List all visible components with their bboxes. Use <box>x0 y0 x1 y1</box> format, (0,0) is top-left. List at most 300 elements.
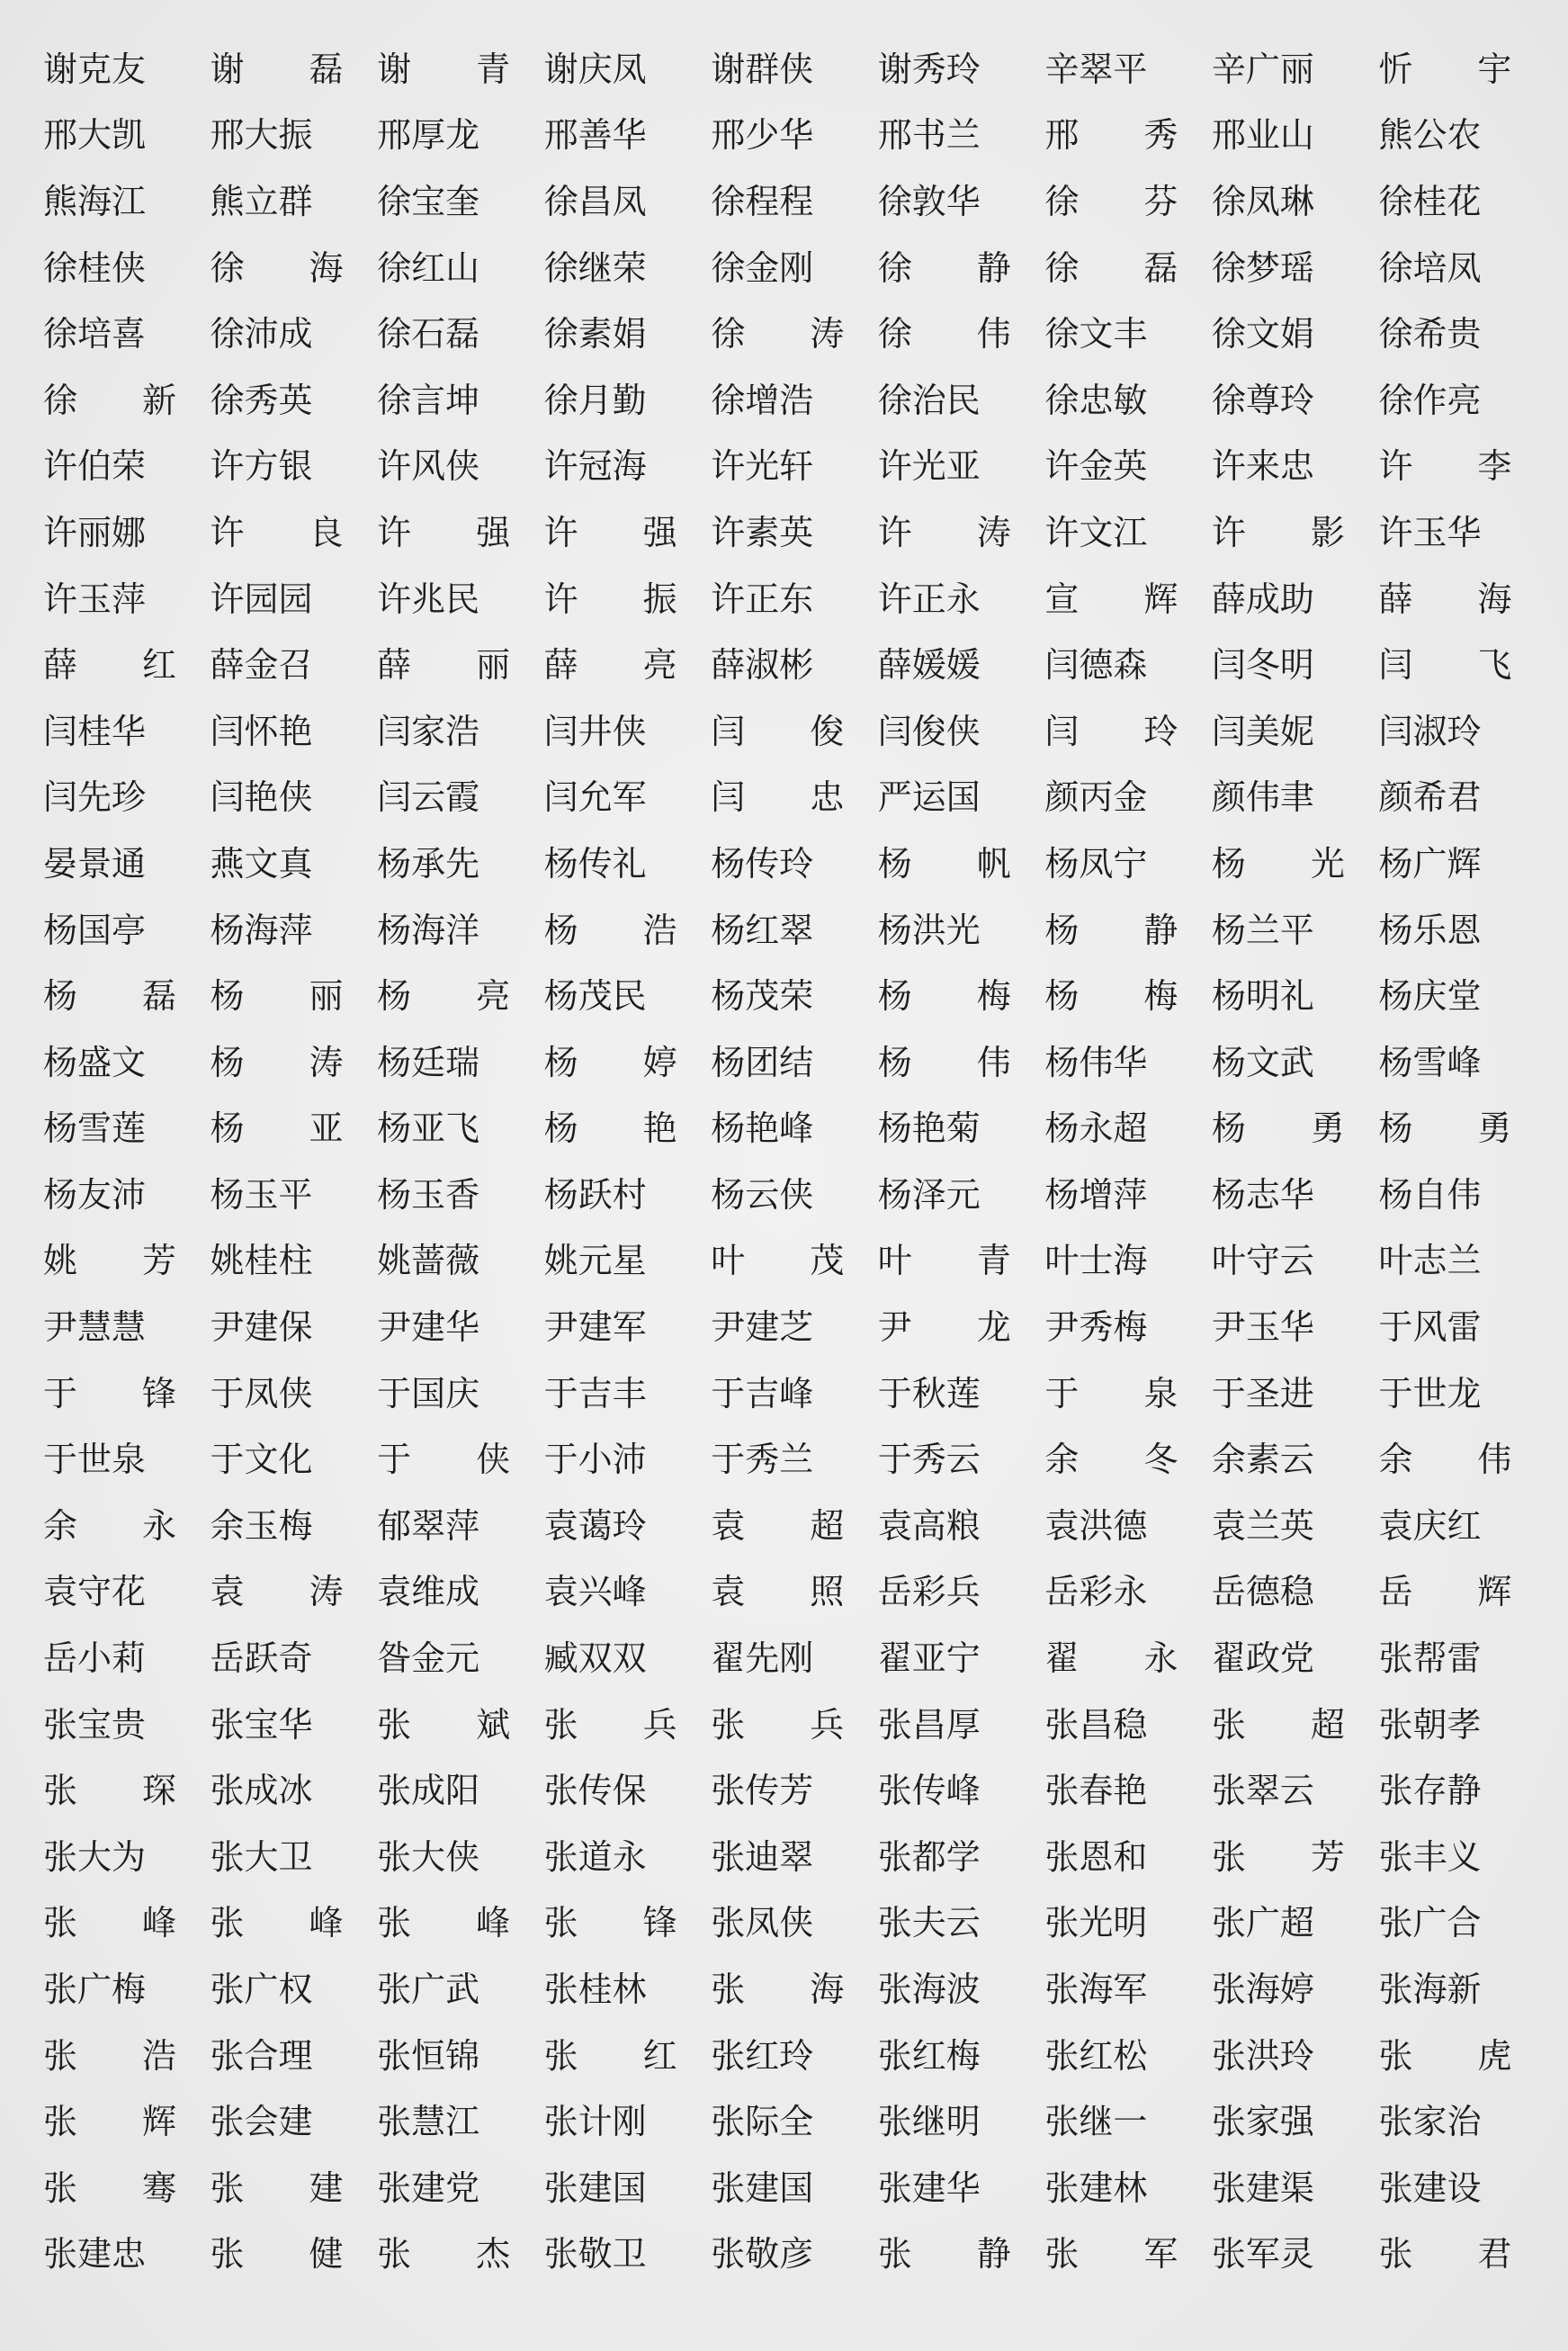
name-text: 杨传玲 <box>711 843 814 884</box>
name-text: 杨 涛 <box>210 1042 344 1082</box>
name-cell <box>38 1360 205 1427</box>
name-cell <box>705 434 873 500</box>
name-cell <box>539 2023 706 2089</box>
name-text: 张 君 <box>1378 2234 1512 2275</box>
name-cell <box>1373 1493 1540 1559</box>
name-text: 徐培凤 <box>1378 247 1482 288</box>
name-cell <box>372 301 539 367</box>
name-text: 闫井侠 <box>543 711 647 751</box>
name-text: 翟 永 <box>1044 1638 1178 1679</box>
name-cell <box>1373 434 1540 500</box>
name-text: 杨 梅 <box>877 976 1011 1017</box>
name-cell <box>38 698 205 765</box>
name-text: 余素云 <box>1211 1440 1314 1480</box>
name-cell <box>1373 367 1540 434</box>
name-cell <box>205 1691 372 1758</box>
name-cell <box>873 2155 1040 2221</box>
name-text: 张家强 <box>1211 2102 1314 2142</box>
name-text: 徐希贵 <box>1378 314 1482 354</box>
name-cell <box>539 1757 706 1824</box>
name-text: 闫艳侠 <box>210 777 313 818</box>
name-cell <box>539 830 706 897</box>
name-cell <box>38 1493 205 1559</box>
name-cell <box>205 1029 372 1096</box>
name-cell <box>1373 1956 1540 2023</box>
name-cell <box>539 1691 706 1758</box>
name-text: 谢庆凤 <box>543 49 647 89</box>
name-cell <box>1373 1294 1540 1360</box>
name-text: 杨 勇 <box>1211 1108 1345 1149</box>
name-cell <box>205 1096 372 1162</box>
name-text: 张传峰 <box>877 1771 981 1811</box>
name-text: 张 兵 <box>711 1704 845 1745</box>
name-text: 岳小莉 <box>43 1638 147 1679</box>
name-cell <box>705 765 873 831</box>
name-text: 于风雷 <box>1378 1307 1482 1348</box>
name-cell <box>705 1824 873 1890</box>
name-cell <box>372 499 539 566</box>
name-text: 杨 浩 <box>543 910 677 950</box>
name-text: 许冠海 <box>543 446 647 487</box>
name-text: 于秀兰 <box>711 1440 814 1480</box>
name-text: 张 辉 <box>43 2102 176 2142</box>
name-cell <box>205 2088 372 2155</box>
name-cell <box>873 830 1040 897</box>
name-cell <box>38 897 205 964</box>
name-cell <box>705 698 873 765</box>
name-text: 姚 芳 <box>43 1241 176 1281</box>
name-cell <box>1373 301 1540 367</box>
name-cell <box>705 168 873 235</box>
name-cell <box>539 1890 706 1957</box>
name-text: 许正永 <box>877 579 981 619</box>
name-cell <box>539 1162 706 1228</box>
name-cell <box>1206 1559 1374 1626</box>
name-cell <box>1373 1426 1540 1493</box>
name-cell <box>1206 1824 1374 1890</box>
name-text: 闫俊侠 <box>877 711 981 751</box>
name-text: 尹玉华 <box>1211 1307 1314 1348</box>
name-cell <box>205 963 372 1029</box>
name-text: 闫桂华 <box>43 711 147 751</box>
name-text: 臧双双 <box>543 1638 647 1679</box>
name-text: 张迪翠 <box>711 1836 814 1877</box>
name-text: 徐文娟 <box>1211 314 1314 354</box>
name-cell <box>372 36 539 103</box>
name-text: 杨泽元 <box>877 1174 981 1215</box>
name-text: 张合理 <box>210 2035 313 2076</box>
name-cell <box>1039 1559 1206 1626</box>
name-cell <box>372 1493 539 1559</box>
name-cell <box>1373 2221 1540 2288</box>
name-text: 杨 伟 <box>877 1042 1011 1082</box>
name-cell <box>873 301 1040 367</box>
name-text: 徐石磊 <box>377 314 480 354</box>
name-cell <box>539 1029 706 1096</box>
name-cell <box>873 897 1040 964</box>
name-text: 余玉梅 <box>210 1505 313 1546</box>
name-cell <box>705 103 873 169</box>
name-cell <box>1039 2088 1206 2155</box>
name-text: 闫云霞 <box>377 777 480 818</box>
name-cell <box>1039 830 1206 897</box>
name-text: 徐言坤 <box>377 380 480 420</box>
name-cell <box>38 434 205 500</box>
name-text: 张海婷 <box>1211 1970 1314 2010</box>
name-text: 张光明 <box>1044 1903 1148 1943</box>
name-cell <box>873 1493 1040 1559</box>
name-cell <box>372 698 539 765</box>
name-cell <box>539 1294 706 1360</box>
name-text: 杨 梅 <box>1044 976 1178 1017</box>
name-cell <box>1039 1096 1206 1162</box>
name-text: 张 芳 <box>1211 1836 1345 1877</box>
name-cell <box>539 1493 706 1559</box>
name-cell <box>705 566 873 633</box>
name-cell <box>372 235 539 301</box>
name-text: 张 红 <box>543 2035 677 2076</box>
name-cell <box>1039 2155 1206 2221</box>
name-text: 闫家浩 <box>377 711 480 751</box>
name-text: 张建林 <box>1044 2167 1148 2208</box>
name-cell <box>38 1162 205 1228</box>
name-cell <box>1373 1559 1540 1626</box>
name-cell <box>705 1757 873 1824</box>
name-text: 薛金召 <box>210 645 313 686</box>
name-text: 薛 亮 <box>543 645 677 686</box>
name-text: 杨兰平 <box>1211 910 1314 950</box>
name-cell <box>705 301 873 367</box>
name-text: 徐 涛 <box>711 314 845 354</box>
name-text: 张 虎 <box>1378 2035 1512 2076</box>
name-text: 于 侠 <box>377 1440 511 1480</box>
name-cell <box>873 434 1040 500</box>
name-text: 张敬卫 <box>543 2234 647 2275</box>
name-text: 张 峰 <box>210 1903 344 1943</box>
name-text: 袁 涛 <box>210 1572 344 1612</box>
name-text: 于世龙 <box>1378 1373 1482 1413</box>
name-text: 杨永超 <box>1044 1108 1148 1149</box>
name-text: 张朝孝 <box>1378 1704 1482 1745</box>
name-text: 徐文丰 <box>1044 314 1148 354</box>
name-cell <box>1039 499 1206 566</box>
name-text: 叶 茂 <box>711 1241 845 1281</box>
name-cell <box>1039 1162 1206 1228</box>
name-text: 杨茂荣 <box>711 976 814 1017</box>
name-cell <box>873 235 1040 301</box>
name-text: 杨云侠 <box>711 1174 814 1215</box>
name-cell <box>38 2023 205 2089</box>
name-cell <box>372 1029 539 1096</box>
name-cell <box>372 2088 539 2155</box>
name-cell <box>1373 830 1540 897</box>
name-cell <box>1206 698 1374 765</box>
name-cell <box>873 367 1040 434</box>
name-cell <box>539 103 706 169</box>
name-cell <box>205 897 372 964</box>
name-cell <box>873 36 1040 103</box>
name-text: 邢业山 <box>1211 115 1314 156</box>
name-text: 徐金刚 <box>711 247 814 288</box>
name-text: 杨 亮 <box>377 976 511 1017</box>
name-cell <box>205 1890 372 1957</box>
name-text: 杨 丽 <box>210 976 344 1017</box>
name-cell <box>38 235 205 301</box>
name-text: 张 骞 <box>43 2167 176 2208</box>
name-text: 杨艳菊 <box>877 1108 981 1149</box>
name-text: 张 峰 <box>43 1903 176 1943</box>
name-text: 于文化 <box>210 1440 313 1480</box>
name-cell <box>38 2221 205 2288</box>
name-text: 张 军 <box>1044 2234 1178 2275</box>
name-cell <box>1373 1096 1540 1162</box>
name-cell <box>205 1757 372 1824</box>
name-text: 张际全 <box>711 2102 814 2142</box>
name-text: 徐 磊 <box>1044 247 1178 288</box>
name-text: 张翠云 <box>1211 1771 1314 1811</box>
name-text: 张成冰 <box>210 1771 313 1811</box>
name-text: 徐月勤 <box>543 380 647 420</box>
name-cell <box>539 765 706 831</box>
name-cell <box>1373 1691 1540 1758</box>
name-text: 昝金元 <box>377 1638 480 1679</box>
name-text: 张都学 <box>877 1836 981 1877</box>
name-text: 薛 丽 <box>377 645 511 686</box>
name-cell <box>205 103 372 169</box>
name-cell <box>539 1426 706 1493</box>
name-cell <box>539 367 706 434</box>
name-text: 岳 辉 <box>1378 1572 1512 1612</box>
name-text: 薛媛媛 <box>877 645 981 686</box>
name-cell <box>1039 168 1206 235</box>
name-cell <box>1039 1956 1206 2023</box>
name-cell <box>1373 963 1540 1029</box>
name-text: 张洪玲 <box>1211 2035 1314 2076</box>
name-cell <box>372 1294 539 1360</box>
name-cell <box>1373 566 1540 633</box>
name-text: 张恒锦 <box>377 2035 480 2076</box>
name-text: 杨茂民 <box>543 976 647 1017</box>
name-cell <box>1206 2088 1374 2155</box>
name-text: 袁守花 <box>43 1572 147 1612</box>
name-cell <box>539 36 706 103</box>
name-text: 颜希君 <box>1378 777 1482 818</box>
name-text: 徐作亮 <box>1378 380 1482 420</box>
name-text: 闫冬明 <box>1211 645 1314 686</box>
name-text: 辛广丽 <box>1211 49 1314 89</box>
name-cell <box>873 765 1040 831</box>
name-cell <box>539 1228 706 1295</box>
name-cell <box>1206 1890 1374 1957</box>
name-cell <box>205 434 372 500</box>
name-cell <box>205 235 372 301</box>
name-cell <box>1039 765 1206 831</box>
name-cell <box>1039 367 1206 434</box>
name-text: 张凤侠 <box>711 1903 814 1943</box>
name-text: 杨明礼 <box>1211 976 1314 1017</box>
name-cell <box>38 103 205 169</box>
name-cell <box>705 1493 873 1559</box>
name-text: 杨 光 <box>1211 843 1345 884</box>
name-cell <box>1206 1096 1374 1162</box>
name-cell <box>372 1228 539 1295</box>
name-text: 杨广辉 <box>1378 843 1482 884</box>
name-text: 许玉萍 <box>43 579 147 619</box>
name-cell <box>1039 235 1206 301</box>
name-cell <box>38 1228 205 1295</box>
name-text: 于秀云 <box>877 1440 981 1480</box>
name-text: 张大卫 <box>210 1836 313 1877</box>
name-text: 闫 俊 <box>711 711 845 751</box>
name-cell <box>1039 103 1206 169</box>
name-cell <box>1206 2221 1374 2288</box>
name-cell <box>873 698 1040 765</box>
name-text: 杨承先 <box>377 843 480 884</box>
name-cell <box>873 1162 1040 1228</box>
name-text: 徐尊玲 <box>1211 380 1314 420</box>
name-text: 谢秀玲 <box>877 49 981 89</box>
name-cell <box>873 103 1040 169</box>
name-text: 徐红山 <box>377 247 480 288</box>
name-cell <box>205 1824 372 1890</box>
name-text: 张 超 <box>1211 1704 1345 1745</box>
name-text: 岳跃奇 <box>210 1638 313 1679</box>
name-text: 张建设 <box>1378 2167 1482 2208</box>
name-text: 余 冬 <box>1044 1440 1178 1480</box>
name-cell <box>1373 632 1540 698</box>
name-cell <box>205 2221 372 2288</box>
name-text: 张大侠 <box>377 1836 480 1877</box>
name-cell <box>1206 2023 1374 2089</box>
name-cell <box>1373 1890 1540 1957</box>
name-text: 许 强 <box>377 512 511 552</box>
name-cell <box>1206 1228 1374 1295</box>
name-cell <box>705 1426 873 1493</box>
name-text: 翟政党 <box>1211 1638 1314 1679</box>
name-text: 张建渠 <box>1211 2167 1314 2208</box>
name-text: 徐桂侠 <box>43 247 147 288</box>
name-text: 杨玉香 <box>377 1174 480 1215</box>
name-cell <box>539 2088 706 2155</box>
name-text: 岳德稳 <box>1211 1572 1314 1612</box>
name-text: 闫德森 <box>1044 645 1148 686</box>
name-cell <box>539 632 706 698</box>
name-cell <box>205 1162 372 1228</box>
name-text: 杨跃村 <box>543 1174 647 1215</box>
name-cell <box>1206 1691 1374 1758</box>
name-text: 薛成助 <box>1211 579 1314 619</box>
name-text: 岳彩永 <box>1044 1572 1148 1612</box>
name-text: 徐忠敏 <box>1044 380 1148 420</box>
name-text: 杨团结 <box>711 1042 814 1082</box>
name-cell <box>539 301 706 367</box>
name-cell <box>372 765 539 831</box>
name-cell <box>1206 1493 1374 1559</box>
name-cell <box>205 632 372 698</box>
name-cell <box>705 2023 873 2089</box>
name-text: 杨雪莲 <box>43 1108 147 1149</box>
name-text: 张军灵 <box>1211 2234 1314 2275</box>
name-text: 杨凤宁 <box>1044 843 1148 884</box>
name-cell <box>372 434 539 500</box>
name-text: 张 杰 <box>377 2234 511 2275</box>
name-cell <box>539 235 706 301</box>
name-text: 张继一 <box>1044 2102 1148 2142</box>
name-text: 杨友沛 <box>43 1174 147 1215</box>
name-text: 谢群侠 <box>711 49 814 89</box>
name-text: 邢善华 <box>543 115 647 156</box>
name-text: 张建国 <box>543 2167 647 2208</box>
name-text: 张建国 <box>711 2167 814 2208</box>
name-cell <box>1206 367 1374 434</box>
name-text: 辛翠平 <box>1044 49 1148 89</box>
name-cell <box>705 2221 873 2288</box>
name-text: 徐培喜 <box>43 314 147 354</box>
name-text: 张 静 <box>877 2234 1011 2275</box>
name-text: 许方银 <box>210 446 313 487</box>
name-text: 闫美妮 <box>1211 711 1314 751</box>
name-cell <box>38 1691 205 1758</box>
name-text: 张广梅 <box>43 1970 147 2010</box>
name-cell <box>1373 1824 1540 1890</box>
name-cell <box>1206 1360 1374 1427</box>
name-text: 张广权 <box>210 1970 313 2010</box>
name-text: 熊公农 <box>1378 115 1482 156</box>
name-cell <box>1039 1625 1206 1691</box>
name-cell <box>1373 36 1540 103</box>
name-text: 闫淑玲 <box>1378 711 1482 751</box>
name-text: 张广合 <box>1378 1903 1482 1943</box>
name-grid <box>38 36 1540 2287</box>
name-text: 于凤侠 <box>210 1373 313 1413</box>
name-text: 张存静 <box>1378 1771 1482 1811</box>
name-cell <box>539 1824 706 1890</box>
name-cell <box>38 1559 205 1626</box>
name-text: 杨 艳 <box>543 1108 677 1149</box>
name-cell <box>38 765 205 831</box>
name-cell <box>539 698 706 765</box>
name-text: 于吉丰 <box>543 1373 647 1413</box>
name-text: 徐 新 <box>43 380 176 420</box>
name-cell <box>873 499 1040 566</box>
name-text: 尹建军 <box>543 1307 647 1348</box>
name-cell <box>38 36 205 103</box>
name-text: 许伯荣 <box>43 446 147 487</box>
name-cell <box>1373 103 1540 169</box>
name-cell <box>1373 897 1540 964</box>
name-text: 杨 婷 <box>543 1042 677 1082</box>
name-text: 张建华 <box>877 2167 981 2208</box>
name-text: 闫先珍 <box>43 777 147 818</box>
name-cell <box>1206 103 1374 169</box>
name-text: 徐继荣 <box>543 247 647 288</box>
name-cell <box>1039 2023 1206 2089</box>
name-text: 杨 亚 <box>210 1108 344 1149</box>
name-text: 杨 勇 <box>1378 1108 1512 1149</box>
name-cell <box>1373 235 1540 301</box>
name-cell <box>205 1956 372 2023</box>
name-cell <box>705 1096 873 1162</box>
name-text: 尹建华 <box>377 1307 480 1348</box>
name-cell <box>1206 1956 1374 2023</box>
name-cell <box>372 1625 539 1691</box>
name-text: 许 强 <box>543 512 677 552</box>
name-text: 于 泉 <box>1044 1373 1178 1413</box>
name-text: 叶 青 <box>877 1241 1011 1281</box>
name-text: 张海新 <box>1378 1970 1482 2010</box>
name-text: 郁翠萍 <box>377 1505 480 1546</box>
name-text: 邢大振 <box>210 115 313 156</box>
